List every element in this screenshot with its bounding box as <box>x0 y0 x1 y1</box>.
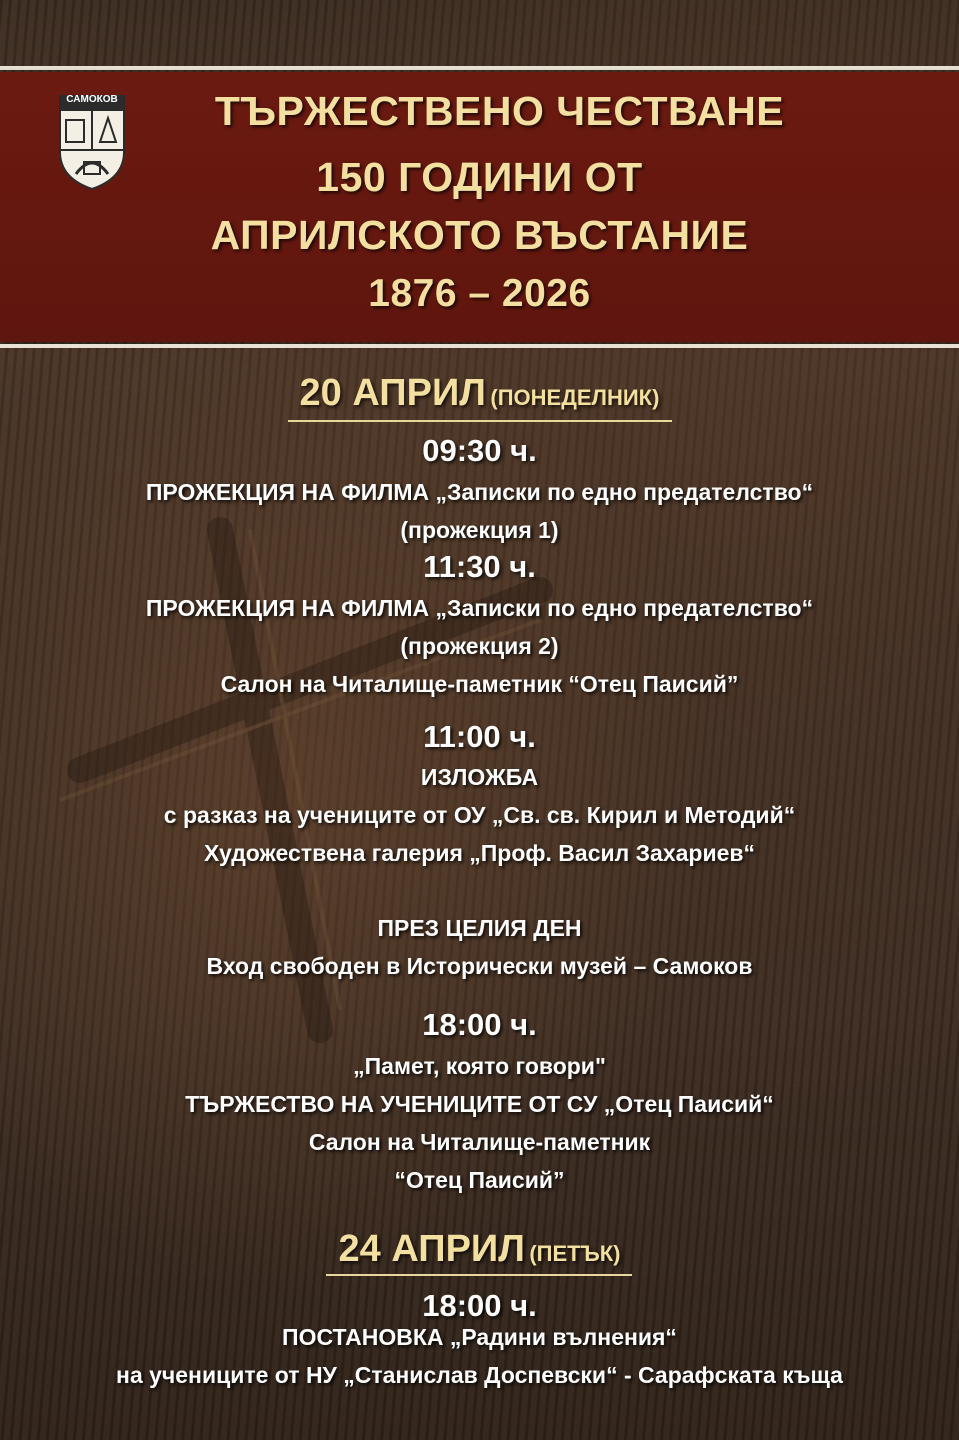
day1-event2-time: 11:30 ч. <box>423 549 536 584</box>
day2-event1-title: ПОСТАНОВКА „Радини вълнения“ <box>282 1324 677 1350</box>
day1-underline <box>288 420 672 422</box>
day2-event1-desc: на учениците от НУ „Станислав Доспевски“ - Сарафската къща <box>116 1362 843 1388</box>
day1-event3-title: ИЗЛОЖБА <box>420 764 539 790</box>
day1-event3-venue: Художествена галерия „Проф. Васил Захариев“ <box>203 840 756 866</box>
header-bottom-border <box>0 344 959 348</box>
day2-event1-time: 18:00 ч. <box>422 1288 537 1323</box>
day1-allday-title: ПРЕЗ ЦЕЛИЯ ДЕН <box>377 915 582 941</box>
day1-event3-desc: с разказ на учениците от ОУ „Св. св. Кирил и Методий“ <box>163 802 796 828</box>
day1-heading <box>0 372 959 415</box>
crest-label: САМОКОВ <box>66 94 118 105</box>
day1-event2-title: ПРОЖЕКЦИЯ НА ФИЛМА „Записки по едно предателство“ <box>145 595 814 621</box>
header-title-years: 1876 – 2026 <box>368 272 591 315</box>
day1-date: 20 АПРИЛ <box>299 372 486 414</box>
day1-event1-time: 09:30 ч. <box>422 433 537 468</box>
day1-event4-venue-name: “Отец Паисий” <box>394 1167 565 1193</box>
day1-event4-time: 18:00 ч. <box>422 1007 537 1042</box>
day2-weekday: (ПЕТЪК) <box>529 1241 621 1266</box>
day2-underline <box>326 1274 632 1276</box>
day1-event3-time: 11:00 ч. <box>423 719 536 754</box>
day1-event4-title: „Памет, която говори" <box>353 1053 606 1079</box>
day1-event4-desc: ТЪРЖЕСТВО НА УЧЕНИЦИТЕ ОТ СУ „Отец Паисий“ <box>185 1091 774 1117</box>
day1-allday-desc: Вход свободен в Исторически музей – Самоков <box>206 953 753 979</box>
header-title-line1: ТЪРЖЕСТВЕНО ЧЕСТВАНЕ <box>214 88 785 134</box>
day2-date: 24 АПРИЛ <box>338 1228 525 1270</box>
header-title-line2: 150 ГОДИНИ ОТ <box>316 154 643 200</box>
day1-event2-venue: Салон на Читалище-паметник “Отец Паисий” <box>220 671 739 697</box>
day1-event2-note: (прожекция 2) <box>400 633 559 659</box>
day2-heading <box>0 1228 959 1271</box>
day1-event1-note: (прожекция 1) <box>400 517 559 543</box>
header-title-line3: АПРИЛСКОТО ВЪСТАНИЕ <box>210 212 749 258</box>
header-top-border <box>0 66 959 70</box>
day1-weekday: (ПОНЕДЕЛНИК) <box>490 385 660 410</box>
day1-event4-venue: Салон на Читалище-паметник <box>308 1129 651 1155</box>
day1-event1-title: ПРОЖЕКЦИЯ НА ФИЛМА „Записки по едно предателство“ <box>145 479 814 505</box>
